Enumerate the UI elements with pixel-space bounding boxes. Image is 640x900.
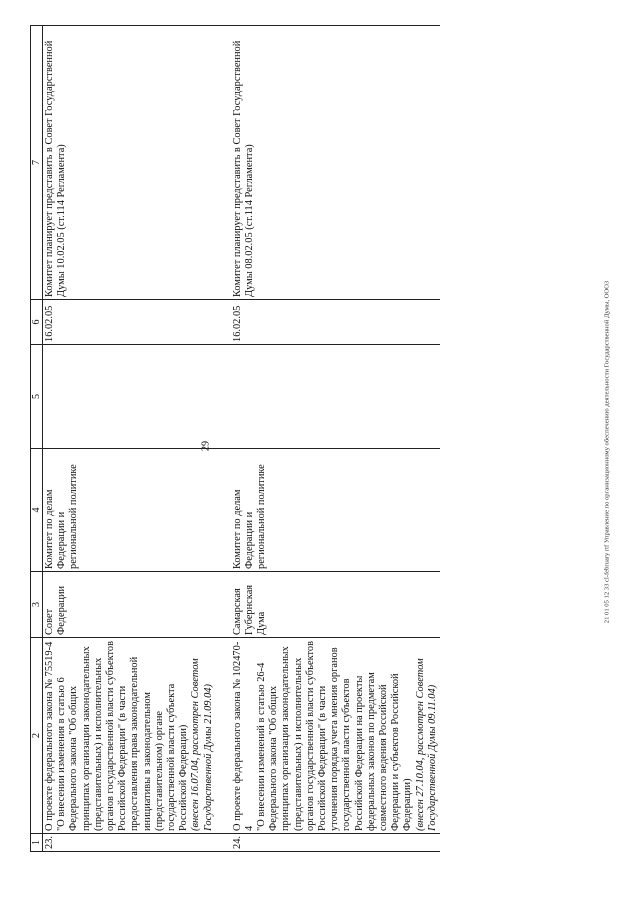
column-header: 1 (31, 834, 43, 852)
page-number: 29 (200, 441, 212, 451)
date-cell: 16.02.05 (43, 300, 231, 345)
bill-note: (внесен 16.07.04, рассмотрен Советом Государственной Думы 21.09.04) (190, 658, 214, 831)
col5-cell (43, 345, 231, 449)
row-number: 23. (43, 834, 231, 852)
bill-note: (внесен 27.10.04, рассмотрен Советом Государственной Думы 09.11.04) (414, 658, 438, 831)
bill-description: "О внесении изменения в статью 6 Федерального закона "Об общих принципах организации законодательных (представительных) и исполнительных органов государственной власти субъектов Российской Федерации" (в части предоставления права законодательной инициативы в законодательном (представительном) органе государственной власти субъекта Российской Федерации) (56, 640, 190, 831)
status-cell: Комитет планирует представить в Совет Государственной Думы 10.02.05 (ст.114 Регламента) (43, 26, 231, 300)
column-header: 5 (31, 345, 43, 449)
bill-title: О проекте федерального закона № 75519-4 (44, 641, 55, 831)
bill-title: О проекте федерального закона № 102470-4 (231, 641, 255, 831)
row-number: 24. (231, 834, 440, 852)
table-row (231, 26, 440, 852)
header-row (31, 26, 43, 852)
date-cell: 16.02.05 (231, 300, 440, 345)
column-header: 3 (31, 572, 43, 638)
committee-cell: Комитет по делам Федерации и региональной политике (43, 449, 231, 572)
initiator-cell: Совет Федерации (43, 572, 231, 638)
initiator-cell: Самарская Губернская Дума (231, 572, 440, 638)
bill-cell (43, 638, 231, 834)
bill-description: "О внесении изменений в статью 26-4 Федерального закона "Об общих принципах организации законодательных (представительных) и исполнительных органов государственной власти субъектов Российской Федерации" (в части уточнения порядка учета мнения органов государственной власти субъектов Российской Федерации на проекты федеральных законов по предметам совместного ведения Российской Федерации и субъектов Российской Федерации) (255, 640, 414, 831)
bill-cell (231, 638, 440, 834)
column-header: 7 (31, 26, 43, 300)
column-header: 2 (31, 638, 43, 834)
status-cell: Комитет планирует представить в Совет Государственной Думы 08.02.05 (ст.114 Регламента) (231, 26, 440, 300)
col5-cell (231, 345, 440, 449)
print-footer: 21 01 05 12 33 cl-february rtf Управление по организационному обеспечению деятельности Государственной Думы, ООО3 (603, 280, 611, 624)
bills-table-rotated (30, 26, 438, 852)
column-header: 4 (31, 449, 43, 572)
column-header: 6 (31, 300, 43, 345)
table-row (43, 26, 231, 852)
committee-cell: Комитет по делам Федерации и региональной политике (231, 449, 440, 572)
bills-table (30, 25, 440, 852)
